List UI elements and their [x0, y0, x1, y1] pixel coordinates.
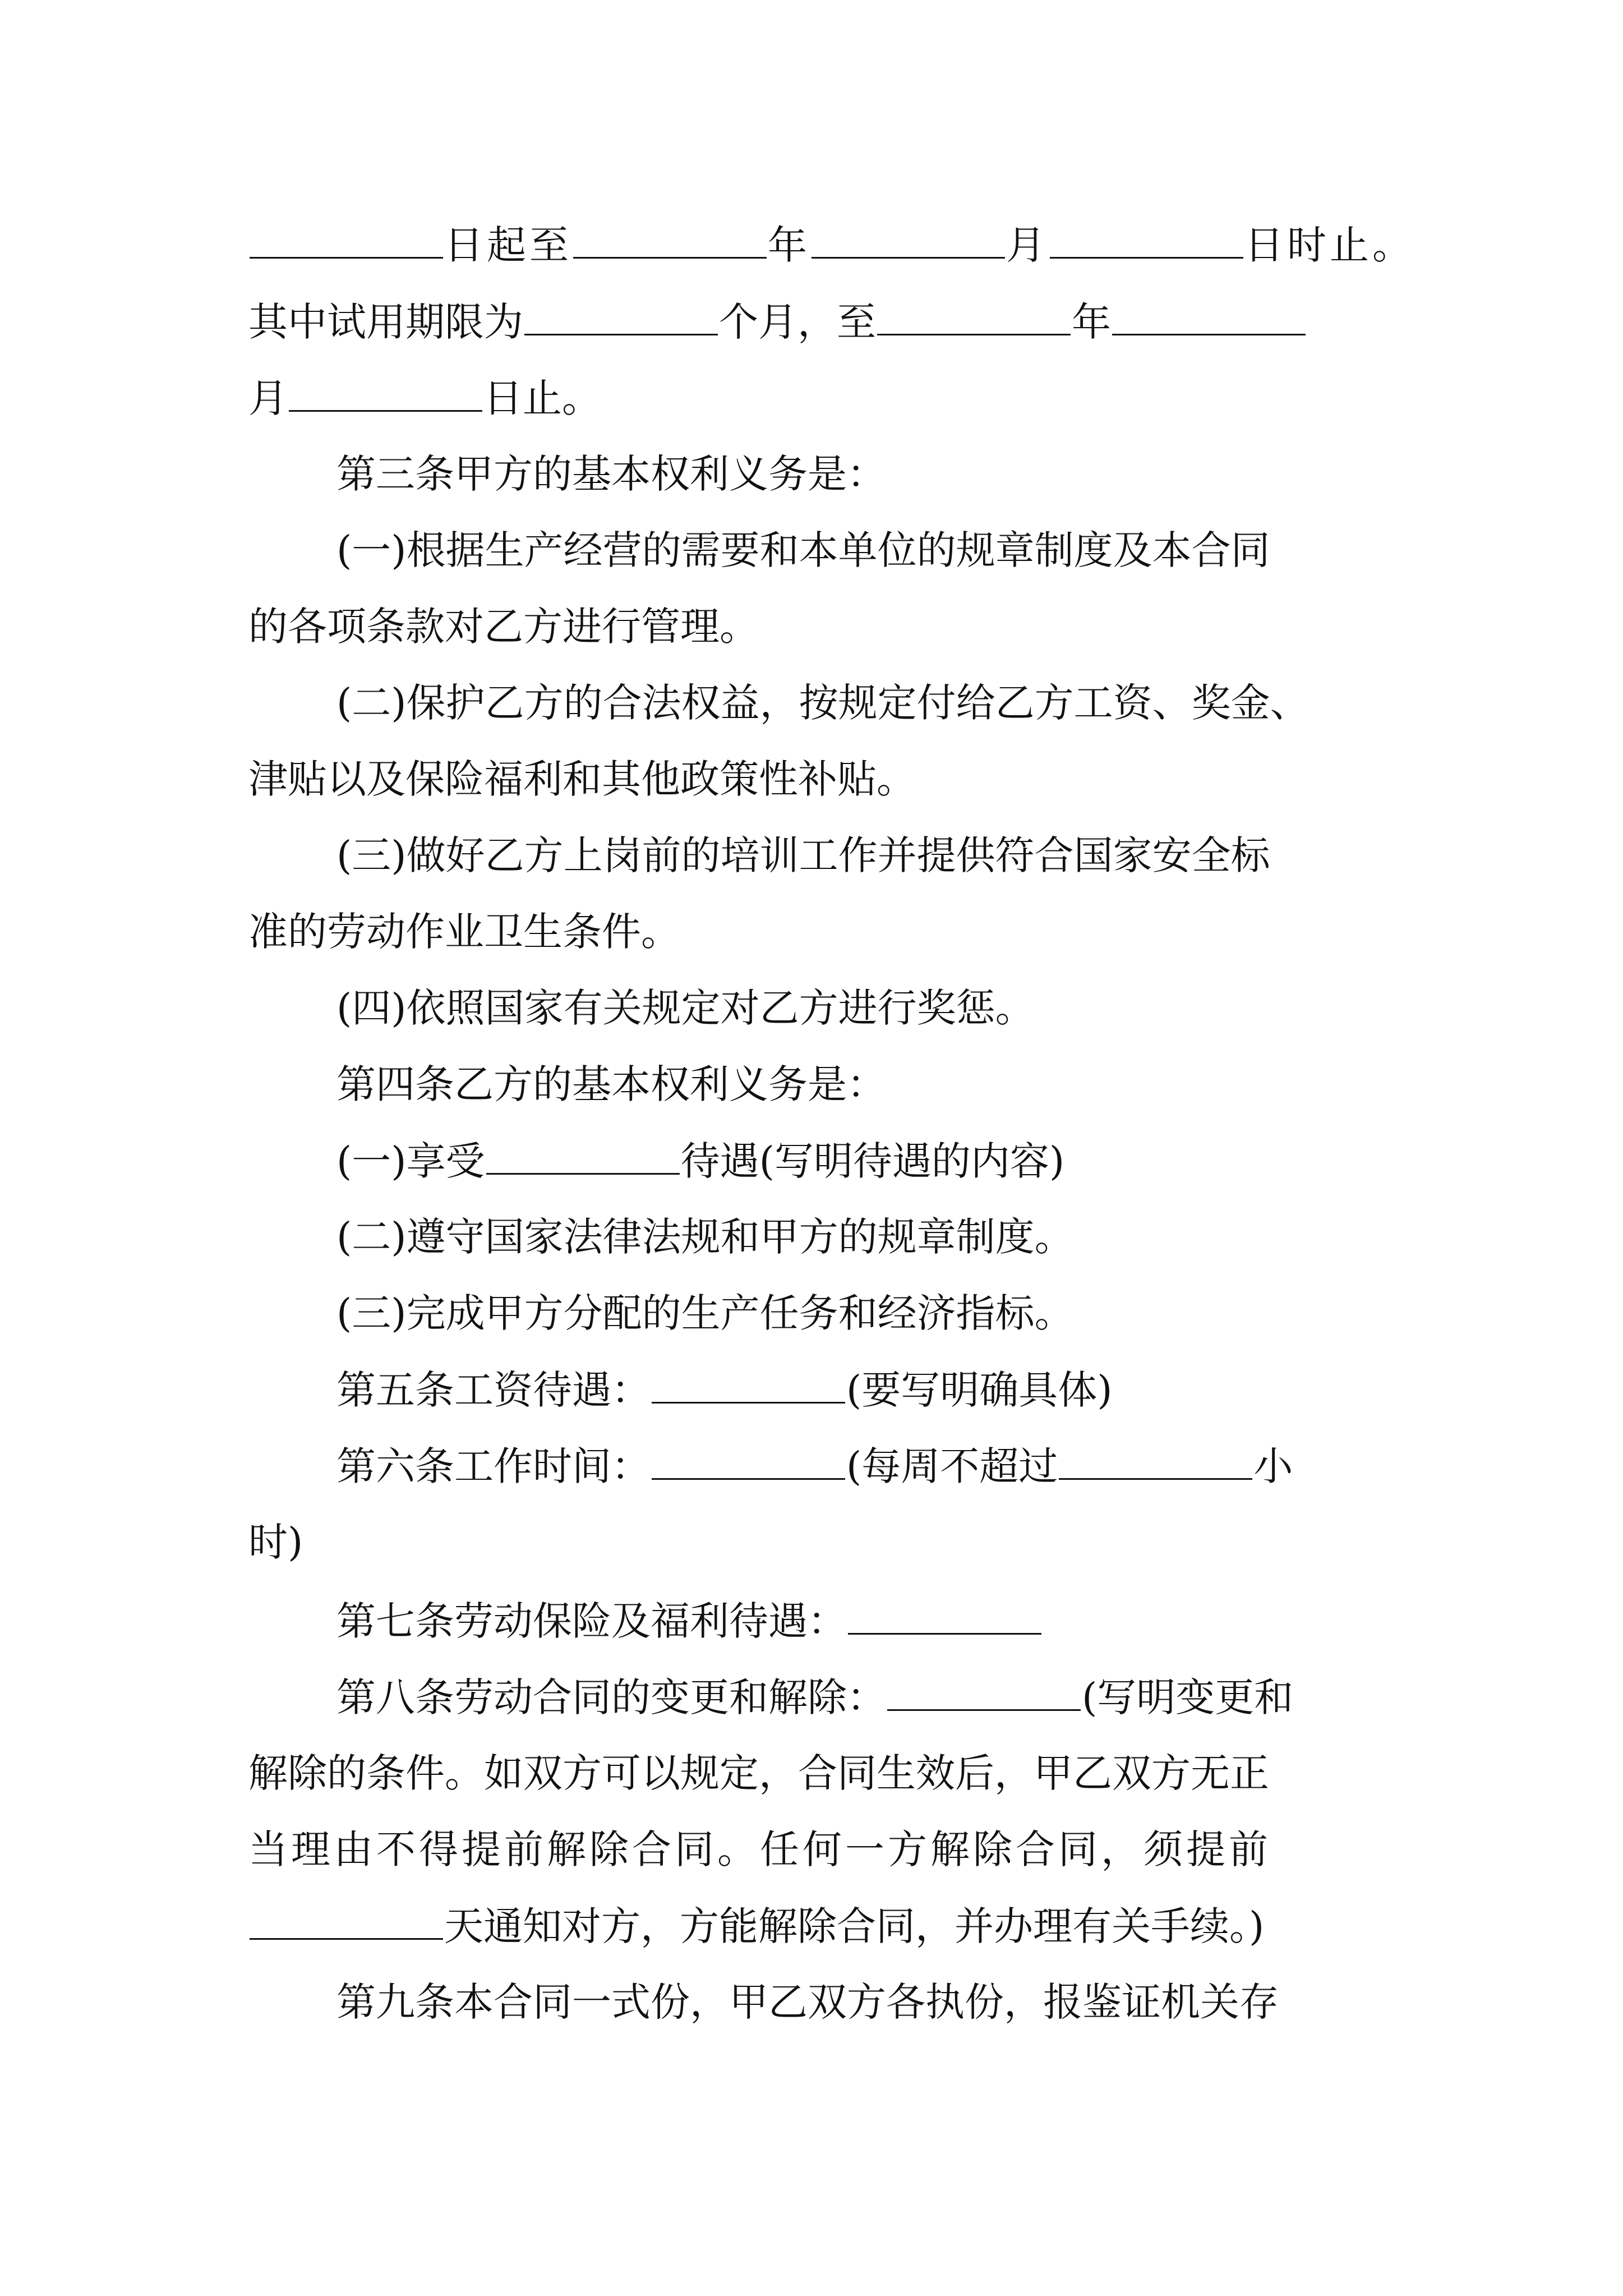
- article-8: 第八条劳动合同的变更和解除： (写明变更和: [336, 1670, 1293, 1724]
- end-year-blank: [573, 218, 767, 259]
- probation-end-line: 月 日止。: [248, 371, 601, 425]
- end-month-blank: [811, 218, 1005, 259]
- article-6-cont: 时): [248, 1519, 303, 1565]
- article-3-heading: 第三条甲方的基本权利义务是：: [336, 451, 886, 497]
- article-8-cont-3: 天通知对方，方能解除合同，并办理有关手续。): [248, 1899, 1264, 1953]
- work-time-blank: [652, 1439, 845, 1480]
- probation-day-blank: [289, 371, 482, 412]
- probation-month-blank: [1112, 295, 1306, 335]
- probation-line: 其中试用期限为 个月，至 年: [248, 295, 1307, 349]
- probation-year-blank: [877, 295, 1071, 335]
- article-8-cont-2: 当理由不得提前解除合同。任何一方解除合同，须提前: [248, 1826, 1271, 1872]
- start-day-blank: [250, 218, 443, 259]
- article-3-item-1: (一)根据生产经营的需要和本单位的规章制度及本合同: [336, 527, 1270, 573]
- article-7: 第七条劳动保险及福利待遇：: [336, 1594, 1043, 1648]
- article-8-cont-1: 解除的条件。如双方可以规定，合同生效后，甲乙双方无正: [248, 1750, 1269, 1796]
- weekly-hours-blank: [1059, 1439, 1252, 1480]
- insurance-blank: [848, 1594, 1041, 1635]
- benefit-blank: [486, 1134, 680, 1175]
- article-4-item-3: (三)完成甲方分配的生产任务和经济指标。: [336, 1290, 1074, 1336]
- article-4-heading: 第四条乙方的基本权利义务是：: [336, 1061, 886, 1107]
- article-5: 第五条工资待遇： (要写明确具体): [336, 1363, 1113, 1417]
- notice-days-blank: [250, 1899, 443, 1940]
- article-3-item-1-cont: 的各项条款对乙方进行管理。: [248, 604, 759, 650]
- article-3-item-2: (二)保护乙方的合法权益，按规定付给乙方工资、奖金、: [336, 680, 1310, 726]
- article-3-item-3-cont: 准的劳动作业卫生条件。: [248, 909, 680, 955]
- end-day-blank: [1050, 218, 1243, 259]
- article-4-item-1: (一)享受 待遇(写明待遇的内容): [336, 1134, 1064, 1188]
- probation-months-blank: [524, 295, 718, 335]
- article-3-item-4: (四)依照国家有关规定对乙方进行奖惩。: [336, 985, 1035, 1031]
- article-6: 第六条工作时间： (每周不超过 小: [336, 1439, 1293, 1493]
- term-dates-line: 日起至 年 月 日时止。: [248, 218, 1415, 272]
- article-4-item-2: (二)遵守国家法律法规和甲方的规章制度。: [336, 1214, 1074, 1260]
- change-termination-blank: [887, 1670, 1081, 1711]
- article-9: 第九条本合同一式份，甲乙双方各执份，报鉴证机关存: [336, 1979, 1279, 2025]
- wage-blank: [652, 1363, 845, 1404]
- article-3-item-3: (三)做好乙方上岗前的培训工作并提供符合国家安全标: [336, 832, 1270, 878]
- article-3-item-2-cont: 津贴以及保险福利和其他政策性补贴。: [248, 756, 916, 802]
